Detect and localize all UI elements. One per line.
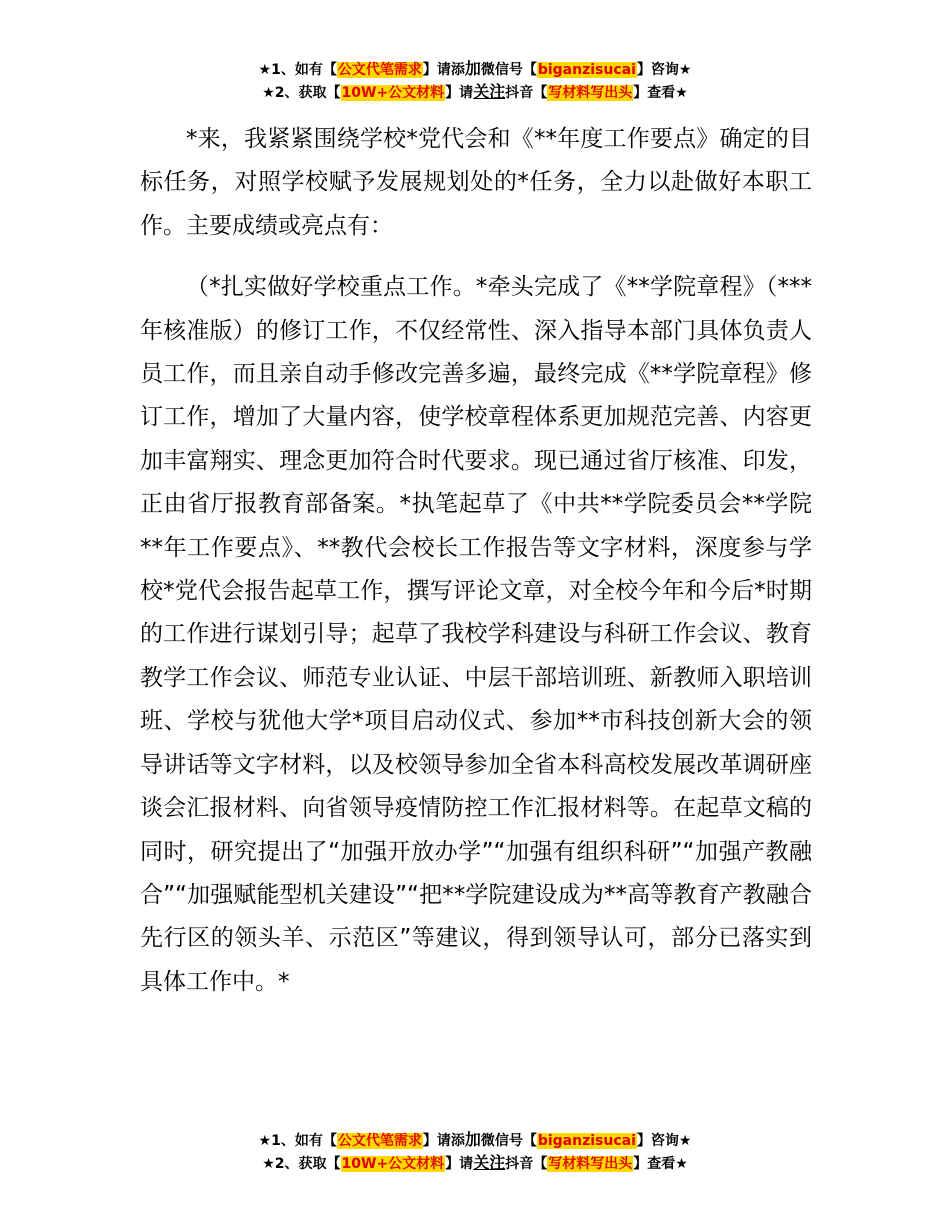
banner-text: ★1、如有【 [258,1133,337,1149]
banner-text: 】查看★ [633,1156,688,1172]
banner-text-emphasis: 加 [464,59,481,78]
body-paragraph: *来，我紧紧围绕学校*党代会和《**年度工作要点》确定的目标任务，对照学校赋予发展规划处的*任务，全力以赴做好本职工作。主要成绩或亮点有： [140,126,812,239]
banner-text: 】请 [445,1156,474,1172]
banner-text: 抖音【 [505,1156,548,1172]
banner-text: 】请添 [422,62,465,78]
banner-line-2 [0,81,950,104]
banner-text: ★2、获取【 [262,1156,341,1172]
banner-text: 】咨询★ [636,62,692,78]
banner-text: 】咨询★ [636,1133,692,1149]
banner-text: 】请添 [422,1133,465,1149]
banner-text: 微信号【 [480,1133,537,1149]
banner-highlight: 10W+公文材料 [341,85,445,101]
banner-highlight: 10W+公文材料 [341,1156,445,1172]
footer-banner [0,1129,950,1175]
banner-text-emphasis: 加 [464,1130,481,1149]
body-paragraph: （*扎实做好学校重点工作。*牵头完成了《**学院章程》（***年核准版）的修订工作，不仅经常性、深入指导本部门具体负责人员工作，而且亲自动手修改完善多遍，最终完成《**学院章程》修订工作，增加了大量内容，使学校章程体系更加规范完善、内容更加丰富翔实、理念更加符合时代要求。现已通过省厅核准、印发，正由省厅报教育部备案。*执笔起草了《中共**学院委员会**学院**年工作要点》、**教代会校长工作报告等文字材料，深度参与学校*党代会报告起草工作，撰写评论文章，对全校今年和今后*时期的工作进行谋划引导；起草了我校学科建设与科研工作会议、教育教学工作会议、师范专业认证、中层干部培训班、新教师入职培训班、学校与犹他大学*项目启动仪式、参加**市科技创新大会的领导讲话等文字材料，以及校领导参加全省本科高校发展改革调研座谈会汇报材料、向省领导疫情防控工作汇报材料等。在起草文稿的同时，研究提出了“加强开放办学”“加强有组织科研”“加强产教融合”“加强赋能型机关建设”“把**学院建设成为**高等教育产教融合先行区的领头羊、示范区”等建议，得到领导认可，部分已落实到具体工作中。* [140,274,813,995]
header-banner [0,58,950,104]
banner-text: 】查看★ [633,85,688,101]
banner-highlight: 公文代笔需求 [337,1133,422,1149]
banner-text: 】请 [445,85,474,101]
banner-highlight: 公文代笔需求 [337,62,422,78]
banner-text: 抖音【 [505,85,548,101]
banner-highlight: 写材料写出头 [548,1156,633,1172]
banner-text: 微信号【 [480,62,537,78]
banner-text-emphasis: 关注 [473,82,506,101]
banner-line-1 [0,1129,950,1152]
banner-text: ★1、如有【 [258,62,337,78]
banner-highlight: 写材料写出头 [548,85,633,101]
banner-highlight: biganzisucai [537,62,636,78]
banner-line-1 [0,58,950,81]
document-body [140,118,812,1004]
banner-highlight: biganzisucai [537,1133,636,1149]
banner-line-2 [0,1152,950,1175]
banner-text: ★2、获取【 [262,85,341,101]
banner-text-emphasis: 关注 [473,1153,506,1172]
